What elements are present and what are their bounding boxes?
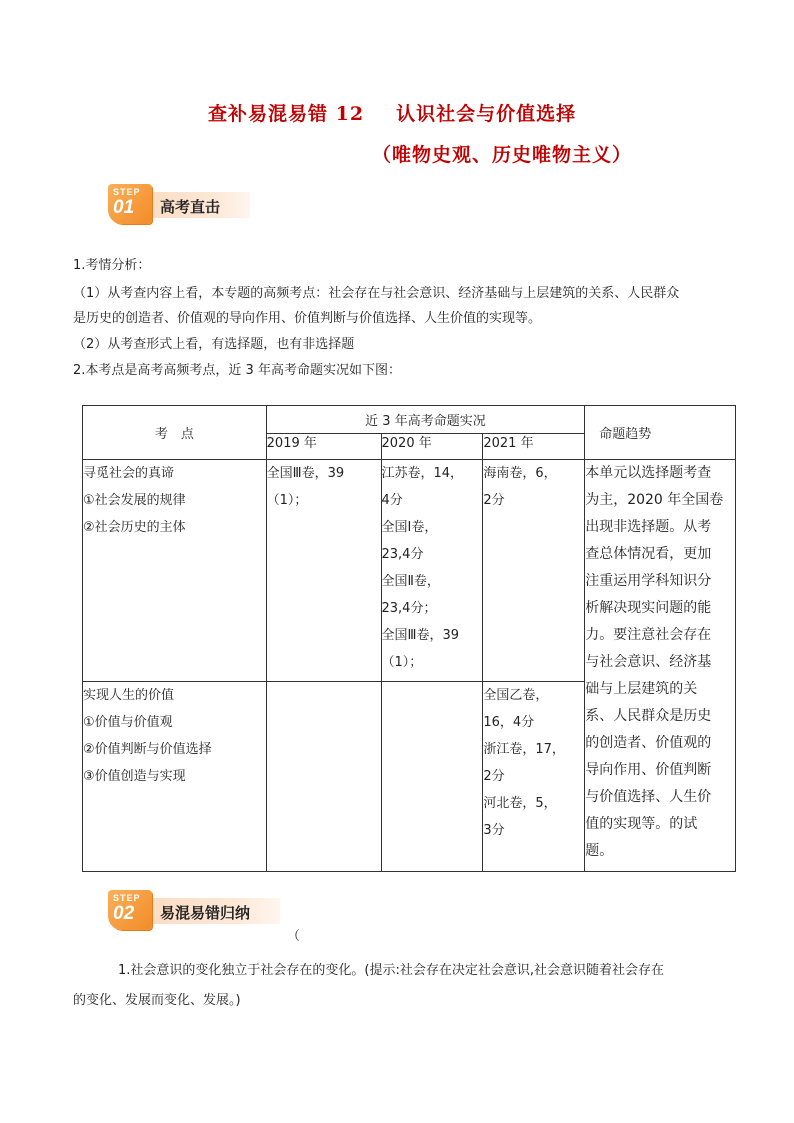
cell-line: 江苏卷，14， [381,466,464,481]
step-01-badge [108,184,152,224]
step-word: STEP [113,893,141,903]
analysis-heading: 1.考情分析： [73,258,151,273]
cell-line: 23,4分 [381,547,424,562]
cell-line: 2分 [483,493,505,508]
cell-2021 [483,682,585,872]
topic-sub: ①社会发展的规律 [83,493,186,508]
analysis-p1-line1: （1）从考查内容上看，本专题的高频考点：社会存在与社会意识、经济基础与上层建筑的关系、人民群众 [73,286,680,301]
cell-line: 全国Ⅰ卷， [381,520,438,535]
cell-line: 4分 [381,493,403,508]
cell-line: 全国乙卷， [483,688,549,703]
step-02-badge [108,890,152,930]
exam-table [82,405,736,872]
step-01-label: 高考直击 [160,198,221,216]
trend-line: 值的实现等。的试 [585,816,698,832]
trend-line: 力。要注意社会存在 [585,627,712,643]
cell-line: （1）； [381,655,423,670]
page-subtitle: （唯物史观、历史唯物主义） [372,144,633,166]
step-01-banner [108,184,250,224]
trend-line: 析解决现实问题的能 [585,600,712,616]
step-word: STEP [113,187,141,197]
cell-2020 [381,460,483,682]
analysis-heading-2: 2.本考点是高考高频考点，近 3 年高考命题实况如下图： [73,363,401,378]
topic-sub: ③价值创造与实现 [83,769,186,784]
header-recent-3-years: 近 3 年高考命题实况 [266,406,585,434]
header-year-2020: 2020 年 [381,434,483,460]
analysis-p2: （2）从考查形式上看，有选择题，也有非选择题 [73,337,355,352]
step-02-label: 易混易错归纳 [160,904,251,922]
analysis-p1-line2: 是历史的创造者、价值观的导向作用、价值判断与价值选择、人生价值的实现等。 [73,311,542,326]
topic-title: 寻觅社会的真谛 [83,466,175,481]
trend-line: 导向作用、价值判断 [585,762,712,778]
header-year-2019: 2019 年 [266,434,381,460]
stray-paren: （ [287,929,301,944]
trend-line: 本单元以选择题考查 [585,465,712,481]
cell-line: 浙江卷，17， [483,742,565,757]
step-number: 02 [113,903,135,924]
cell-line: 全国Ⅱ卷， [381,574,440,589]
cell-2020 [381,682,483,872]
header-kaodian: 考 点 [83,406,267,460]
trend-line: 题。 [585,843,614,859]
trend-line: 查总体情况看，更加 [585,546,712,562]
cell-line: 23,4分； [381,601,437,616]
step-02-bar [146,898,280,924]
cell-line: 2分 [483,769,505,784]
trend-line: 注重运用学科知识分 [585,573,712,589]
cell-2019 [266,682,381,872]
topic-cell [83,682,267,872]
page-title [208,99,576,126]
cell-line: 全国Ⅲ卷，39 [266,466,345,481]
topic-cell [83,460,267,682]
item-1-line1: 1.社会意识的变化独立于社会存在的变化。(提示:社会存在决定社会意识,社会意识随着社会存在 [118,963,664,978]
trend-line: 的创造者、价值观的 [585,735,712,751]
trend-line: 与价值选择、人生价 [585,789,712,805]
cell-line: 海南卷，6， [483,466,557,481]
cell-line: 河北卷，5， [483,796,557,811]
trend-line: 出现非选择题。从考 [585,519,712,535]
trend-line: 础与上层建筑的关 [585,681,698,697]
cell-line: 全国Ⅲ卷，39 [381,628,460,643]
cell-line: 3分 [483,823,505,838]
cell-2019 [266,460,381,682]
header-trend: 命题趋势 [585,406,736,460]
step-02-banner [108,890,280,930]
title-part-b: 认识社会与价值选择 [396,103,577,125]
cell-line: （1）； [266,493,308,508]
trend-cell [585,460,736,872]
cell-line: 16，4分 [483,715,535,730]
trend-line: 与社会意识、经济基 [585,654,712,670]
cell-2021 [483,460,585,682]
item-1-line2: 的变化、发展而变化、发展。) [73,993,241,1008]
header-year-2021: 2021 年 [483,434,585,460]
step-01-bar [146,192,250,218]
trend-line: 为主，2020 年全国卷 [585,492,724,508]
title-part-a: 查补易混易错 12 [208,103,365,125]
topic-sub: ①价值与价值观 [83,715,173,730]
step-number: 01 [113,197,135,218]
topic-sub: ②价值判断与价值选择 [83,742,212,757]
topic-sub: ②社会历史的主体 [83,520,186,535]
topic-title: 实现人生的价值 [83,688,175,703]
trend-line: 系、人民群众是历史 [585,708,712,724]
table-row [83,460,736,682]
